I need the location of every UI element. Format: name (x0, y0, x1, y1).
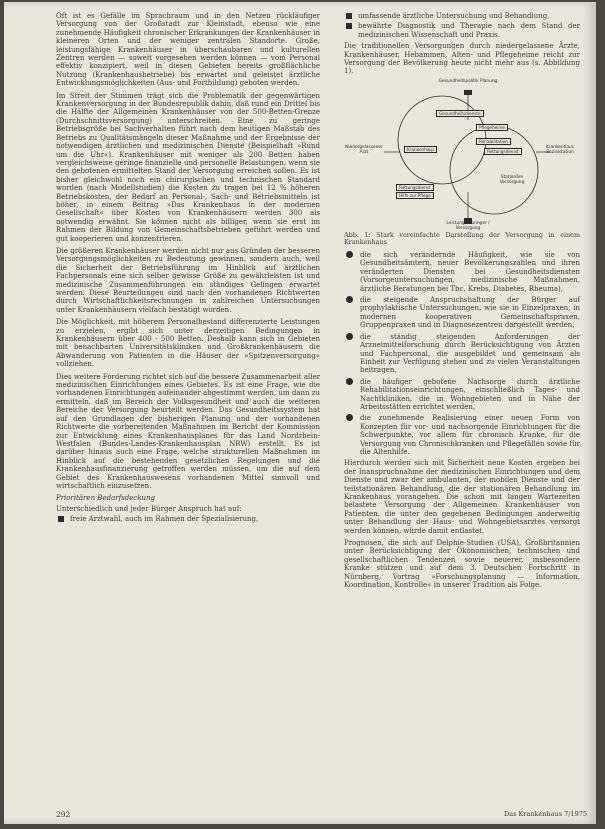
list-item: die steigende Anspruchshaltung der Bürger auf prophylaktische Untersuchungen, wie sie in Einzelpraxen, in modernen kooperativen Gemeinschaftspraxen, Gruppenpraxen und in Diagnosezentren dargestellt werden, (344, 296, 580, 330)
section-heading: Prioritären Bedarfsdeckung (56, 494, 156, 503)
body-paragraph: Oft ist es Gefälle im Sprachraum und in den Netzen rückläufiger Versorgung von der Großstadt zur Kleinstadt, ebenso wie eine zunehmende Häufigkeit chronischer Erkrankungen der Krankenhäuser in kleineren Orten und der weniger zentralen Standorte. Große, leistungsfähige Krankenhäuser in überschaubaren und kulturellen Zentren werden — soweit vorgesehen werden können — vom Personal effektiv konzipiert, weil in diesen Gebieten bereits großflächliche Nutzung (Krankenhausbetriebe) bis erwartet und geleistet ärztliche Entwicklungsmöglichkeiten (Aus- und Fortbildung) geboten werden. (56, 12, 320, 88)
journal-footer: Das Krankenhaus 7/1975 (504, 810, 588, 818)
figure-box: Krankenhaus (404, 146, 437, 153)
figure-top-label: Gesundheitspolitik Planung (438, 78, 498, 84)
list-item: die zunehmende Realisierung einer neuen Form von Konzepten für vor- und nachsorgende Einrichtungen für die Schwerpunkte, vor allem für chronisch Kranke, für die Versorgung von Chronischkranken und Pflegefällen sowie für die Altenhilfe. (344, 414, 580, 456)
figure-box: Hilfe zur Pflege (396, 192, 434, 199)
list-item: die sich verändernde Häufigkeit, wie sie von Gesundheitsämtern, neuer Bevölkerungszahlen und ihren veränderten Diensten bei Gesundheitsdiensten (Vorsorgeuntersuchungen, medizinische Maßnahmen, ärztliche Beratungen bei Tbc, Krebs, Diabetes, Rheuma), (344, 251, 580, 293)
figure-box: Gesundheitsdienste (436, 110, 484, 117)
left-column (56, 12, 320, 527)
list-item: die ständig steigenden Anforderungen der Arzneimittelforschung durch Berücksichtigung von Ärzten und Fachpersonal, die ausgebildet und gemeinsam als Einheit zur Verfügung stehen und zu vielen Veranstaltungen beitragen, (344, 333, 580, 375)
figure-box: Pflegeheime (476, 124, 508, 131)
right-column (344, 12, 580, 593)
figure-1 (344, 80, 580, 230)
top-bullet-list (344, 12, 580, 39)
priority-intro: Unterschiedlich und jeder Bürger Anspruch hat auf: (56, 504, 242, 513)
dot-bullet-list (344, 251, 580, 456)
document-page (4, 2, 596, 824)
list-item: bewährte Diagnostik und Therapie nach dem Stand der medizinischen Wissenschaft und Praxis. (344, 22, 580, 39)
figure-box: Rehabilitation (476, 138, 511, 145)
figure-box: Rettungsdienst (396, 184, 434, 191)
body-paragraph: Die größeren Krankenhäuser werden nicht nur aus Gründen der besseren Versorgungsmöglichkeiten zu Bedeutung gewinnen, sondern auch, weil die Sicherheit der Betriebsführung im Hinblick auf ärztlichen Fachpersonals eine sich selber gewisse Größe zu gewährleisten ist und medizinische Zusammenführungen ein ständiges Gelingen erwartet werden. Diese Beurteilungen sind nach den vorhandenen Richtwerten durch Wirtschaftlichkeitsrechnungen in zahlreichen Untersuchungen unter Krankenhäusern vielfach bestätigt worden. (56, 246, 320, 314)
list-item: freie Arztwahl, auch im Rahmen der Spezialisierung, (56, 515, 320, 523)
priority-list (56, 515, 320, 523)
figure-caption: Abb. 1: Stark vereinfachte Darstellung der Versorgung in einem Krankenhaus (344, 230, 580, 247)
figure-side-label-left: Niedergelassener Arzt (345, 144, 383, 155)
body-paragraph: Prognosen, die sich auf Delphie-Studien (USA), Großbritannien unter Berücksichtigung der Ökonomischen, technischen und gesellschaftlichen Tendenzen sowie neuerer, insbesondere Kranke stützen und auf dem 3. Deutschen Fortschritt in Nürnberg, Vortrag »Forschungsplanung — Information, Koordination, Kontrolle« in unserer Tradition als Folge. (344, 539, 580, 590)
figure-circle-label: Stationäre Versorgung (499, 174, 525, 185)
body-paragraph: Hierdurch werden sich mit Sicherheit neue Kosten ergeben bei der Inanspruchnahme der medizinischen Einrichtungen und dem Dienste und zwar der ambulanten, der mobilen Dienste und der teilstationären Behandlung, die der stationären Behandlung im Krankenhaus vorangehen. Die schon mit langen Wartezeiten belastete Versorgung der Allgemeinen Krankenhäuser von Patienten, die unter den gegebenen Bedingungen anderweitig unter Behandlung der Haus- und Wohngebietsarztes versorgt werden können, würde damit entlastet. (344, 459, 580, 535)
list-item: umfassende ärztliche Untersuchung und Behandlung, (344, 12, 580, 20)
body-paragraph: Die Möglichkeit, mit höherem Personalbestand differenzierte Leistungen zu erzielen, ergibt sich unter derzeitigen Bedingungen in Krankenhäusern über 400 - 500 Betten. Deshalb kann sich in Gebieten mit benachbarten Universitätskliniken und Großkrankenhäusern die Abwanderung von Patienten in die Häuser der »Spitzenversorgung« vollziehen. (56, 318, 320, 369)
body-paragraph: Im Streit der Stimmen trägt sich die Problematik der gegenwärtigen Krankenversorgung in der Bundesrepublik dahin, daß rund ein Drittel bis die Hälfte der Allgemeinen Krankenhäuser von der 500-Betten-Grenze (Durchschnittsversorgung) unterschreiten. Eine zu geringe Betriebsgröße bei Sachverhalten führt nach dem heutigen Maßstab des Betriebs zu Qualitätsmängeln dieser Maßnahme und der Ergebnisse der notwendigen ärztlichen und medizinischen Dienste (Beispielhaft »Rund um die Uhr«). Krankenhäuser mit weniger als 200 Betten haben vergleichsweise geringe finanzielle und personelle Belastungen, wenn sie den gebotenen ermittelten Stand der Versorgung erreichen sollen. Es ist bisher gleichwohl noch ein chirurgischen und technischen Standard worden (nach Modellstudien) die Kosten zu tragen bei 12 % höheren Betriebskosten, der Bedarf an Personal-, Sach- und Betriebsmitteln ist höher, in einem Beitrag »Das Krankenhaus in der modernen Gesellschaft« über Kosten von Krankenhäusern werden 300 als notwendig erwähnt. Sie können nicht als billiger, wenn sie erst im Rahmen der Bildung von Gemeinschaftsbetrieben geführt werden und gut kooperieren und konzentrieren. (56, 91, 320, 243)
figure-side-label-right: Krankenhaus Sozialstation (546, 144, 574, 155)
list-item: die häufiger gebotene Nachsorge durch ärztliche Rehabilitationseinrichtungen, einschließlich Tages- und Nachtkliniken, die in Wohngebieten und in Nähe der Arbeitsstätten errichtet werden, (344, 378, 580, 412)
arrow-marker (464, 90, 472, 95)
body-paragraph: Dies weitere Forderung richtet sich auf die bessere Zusammenarbeit aller medizinischen Einrichtungen eines Gebietes. Es ist eine Frage, wie die vorhandenen Einrichtungen aufeinander abgestimmt werden, um dann zu ermitteln, daß im Bereich der Volksgesundheit und auch die weiteren Bereiche der Versorgung beurteilt werden. Das Gesundheitssystem hat auf den Grundlagen der bisherigen Planung und der vorhandenen Richtwerte die vorbereitenden Maßnahmen im Bericht der Kommission zur Entwicklung eines Krankenhausplanes für das Land Nordrhein-Westfalen (Bundes-Landes-Krankenhausplan NRW) erstellt. Es ist darüber hinaus auch eine Frage, welche strukturellen Maßnahmen im Hinblick auf die bestehenden gesetzlichen Regelungen und die Krankenhausfinanzierung getroffen werden müssen, um die auf dem Gebiet des Krankenhauswesens vorhandenen Mittel sinnvoll und wirtschaftlich einzusetzen. (56, 372, 320, 490)
body-paragraph: Die traditionellen Versorgungen durch niedergelassene Ärzte, Krankenhäuser, Hebammen, Alten- und Pflegeheime reicht zur Versorgung der Bevölkerung heute nicht mehr aus (s. Abbildung 1). (344, 42, 580, 76)
figure-box: Rettungsdienst (484, 148, 522, 155)
page-number: 292 (56, 810, 71, 819)
figure-bottom-label: Leistungserbringer / Versorgung (446, 220, 490, 231)
